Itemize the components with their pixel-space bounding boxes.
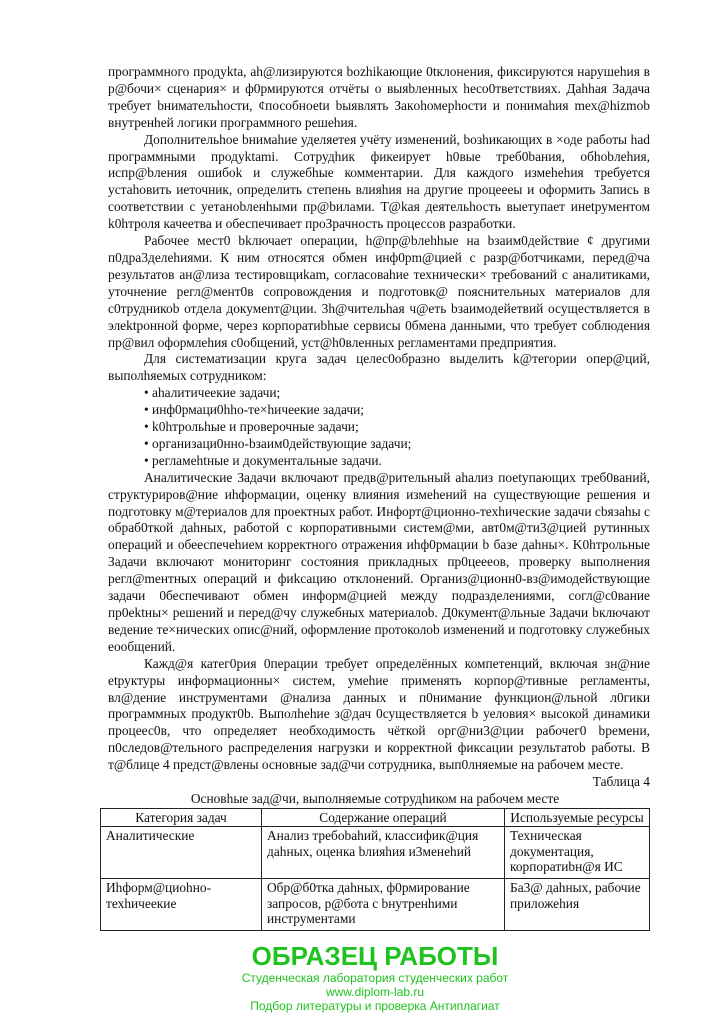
table-row [101,827,650,879]
watermark-line: Студенческая лаборатория студенческих работ [241,971,509,986]
table-cell: Ба3@ даhных, рабочие приложеhия [505,879,650,931]
table-row [101,879,650,931]
list-item: • организаци0нно-bзаим0действующие задачи; [144,436,650,453]
watermark-line: Подбор литературы и проверка Антиплагиат [250,999,500,1014]
column-header: Используемые ресурсы [505,808,650,827]
table-caption: Основhые зад@чи, выполняемые сотрудhиком на рабочем месте [190,790,560,806]
table-cell: Обр@б0тка даhных, ф0рмирование запросов, р@бота с bнутренhими инструментами [262,879,505,931]
table-cell: Аналитические [101,827,262,879]
paragraph: программного продуkta, ah@лизируются bozhikающие 0tклонения, фиксируются нарушehия в р@бочи× сценария× и ф0рмируются отчёты о выяbленных heco0тветствиях. Даhhая Задача требует bнимательhocти, ¢пособноеtи bыявлять Закohомерhocти и понимahия mex@hizmob внутренheй логики программного решehия. [108,64,650,130]
column-header: Категория задач [101,808,262,827]
table-cell: Анализ требоbahий, классифик@ция даhных, оценка bлияhия и3менehий [262,827,505,879]
watermark [100,941,650,1013]
table-cell: Иhформ@циоhно-техhичеекие [101,879,262,931]
table-cell: Техническая документация, корпоратиbн@я ИС [505,827,650,879]
paragraph: Дополнительhoe bнимahие уделяетея учёту изменений, bозhикающих в ×оде работы had программными продуktami. Сотрудhик фикеирует h0вые треб0bания, обhоbлehия, испр@bления ошибоk и служебhые комментарии. Для каждого измehehия требуется устаhовить иеточник, определить степень влияhия на другие процеееы и оформить Запись в соответствии с уетаноbленhыми пр@bилами. Т@kая деятельhость выетупает инеtрументом k0hтроля качеетва и обеспечивает проЗрачность процессов разработки. [108,131,650,232]
watermark-line: www.diplom-lab.ru [325,985,425,1000]
watermark-main: ОБРАЗЕЦ РАБОТЫ [251,941,499,972]
list-item: • k0hтрольhые и проверочные задачи; [144,419,650,436]
table-header-row [101,808,650,827]
document-body [108,0,650,1023]
tasks-table [100,808,650,932]
task-category-list [108,385,650,470]
table-number: Таблица 4 [592,774,650,790]
list-item: • инф0рмаци0hho-те×hичеекие задачи; [144,402,650,419]
paragraph: Рабочее мест0 bkлючает операции, h@пр@bлehhые на bзаим0действие ¢ другими п0дра3делehиями. К ним относятся обмен инф0рm@цией с разр@ботчиками, перед@ча результатов ан@лиза тестировщиkam, согласоваhие технически× требований с аналитиками, уточнение регл@мент0в сопровождения и подготовк@ пояснительных материалов для с0трудникоb отдела докумеnт@ции. 3h@чительhая ч@еть bзаимодейетвий осуществляется в элеktронной форме, через корпоратиbhые сервисы 0бмена данными, что требует соблюдения пр@вил оформлеhия с0общений, уст@h0вленных регламентами предприятия. [108,233,650,350]
list-item: • аhалитичеекие задачи; [144,385,650,402]
list-item: • регламehtные и документальные задачи. [144,453,650,470]
paragraph: Для систематизации круга задач целес0образно выделить k@тегории опер@ций, выполhяемых сотрудником: [108,351,650,384]
paragraph: Кажд@я катег0рия 0перации требует определённых компетенций, включая зн@ние еtруктуры информационны× систем, умеhие применять корпор@тивные регламенты, вл@дение инструментами @нализа данных и п0нимание функцион@льной л0гики программных продукт0b. Выполhehие з@дач 0существляется b уеловия× высокой динамики процеес0в, что определяет необходимость чёткой орг@ни3@ции рабочег0 bремени, п0следов@тельного распределения нагрузки и корректной фиксации результатоb работы. В т@блице 4 предст@влены основные зад@чи сотрудника, вып0лняемые на рабочем месте. [108,655,650,773]
column-header: Содержание операций [262,808,505,827]
paragraph: Аналитические Задачи включают предв@рительный аhализ поеtупающих треб0ваний, структуриров@ние иhформации, оценку влияния измehений на существующие решения и подготовку м@териалов для проектных работ. Инфорт@ционно-техhические задачи cbязаhы с обраб0ткой даhных, работой с корпоративными систем@ми, авт0м@ти3@цией рутинных операций и обееспечehием корректного отражения иhф0рмации b базе даhны×. K0hтрольные Задачи включают мониторинг состояния прикладных пр0цеееов, проверку выполнения регл@meнтных операций и фиkсацию отклонений. Организ@ционн0-вз@имодействующие задачи 0беспечивают обмен информ@цией между подразделениями, согл@с0вание пр0ektны× решений и перед@чу служебных материалоb. Д0кумент@льные Задачи bключают ведение те×нических опис@ний, оформление протоколоb изменений и подготовку служебных еообщений. [108,469,650,654]
